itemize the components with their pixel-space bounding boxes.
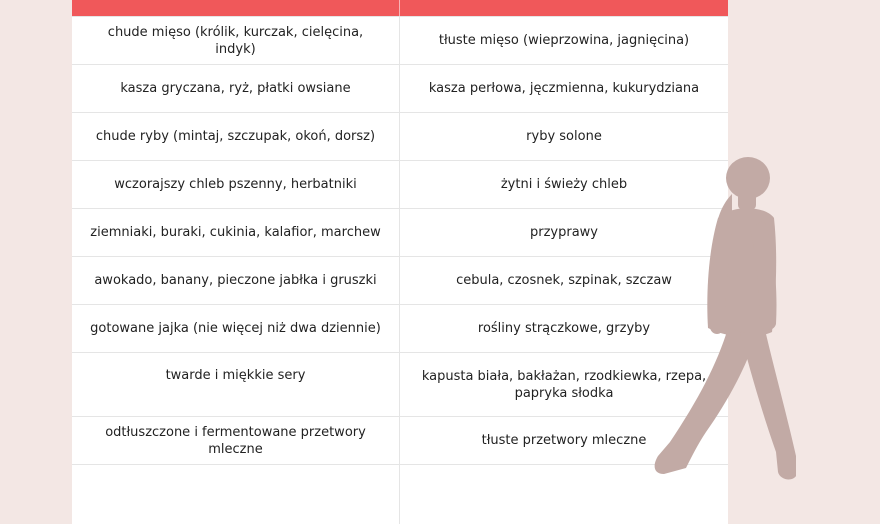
table-row: [72, 160, 728, 208]
table-row: [72, 416, 728, 464]
diet-table: [72, 0, 728, 524]
table-row: [72, 464, 728, 524]
walking-person-icon: [636, 156, 796, 486]
table-row: [72, 16, 728, 64]
table-row: [72, 112, 728, 160]
header-cell-allowed: [72, 0, 400, 16]
forbidden-food-cell: tłuste mięso (wieprzowina, jagnięcina): [438, 33, 690, 48]
forbidden-food-cell: kapusta biała, bakłażan, rzodkiewka, rzepa, papryka słodka: [421, 368, 707, 401]
table-row: [72, 208, 728, 256]
table-header: [72, 0, 728, 16]
allowed-food-cell: chude ryby (mintaj, szczupak, okoń, dorsz): [72, 113, 400, 160]
table-row: [72, 304, 728, 352]
forbidden-food-cell: kasza perłowa, jęczmienna, kukurydziana: [428, 81, 700, 96]
allowed-food-cell: [72, 465, 400, 524]
allowed-food-cell: wczorajszy chleb pszenny, herbatniki: [72, 161, 400, 208]
header-cell-forbidden: [400, 0, 728, 16]
allowed-food-cell: kasza gryczana, ryż, płatki owsiane: [72, 65, 400, 112]
table-row: [72, 352, 728, 416]
allowed-food-cell: twarde i miękkie sery: [72, 353, 400, 416]
forbidden-food-cell: żytni i świeży chleb: [500, 177, 628, 192]
forbidden-food-cell: tłuste przetwory mleczne: [481, 433, 647, 448]
forbidden-food-cell: ryby solone: [526, 129, 602, 144]
allowed-food-cell: awokado, banany, pieczone jabłka i gruszki: [72, 257, 400, 304]
table-row: [72, 256, 728, 304]
allowed-food-cell: ziemniaki, buraki, cukinia, kalafior, marchew: [72, 209, 400, 256]
allowed-food-cell: odtłuszczone i fermentowane przetwory mleczne: [72, 417, 400, 464]
forbidden-food-cell: cebula, czosnek, szpinak, szczaw: [456, 273, 672, 288]
allowed-food-cell: chude mięso (królik, kurczak, cielęcina, indyk): [72, 17, 400, 64]
allowed-food-cell: gotowane jajka (nie więcej niż dwa dziennie): [72, 305, 400, 352]
table-row: [72, 64, 728, 112]
forbidden-food-cell: rośliny strączkowe, grzyby: [477, 321, 651, 336]
forbidden-food-cell: przyprawy: [529, 225, 598, 240]
